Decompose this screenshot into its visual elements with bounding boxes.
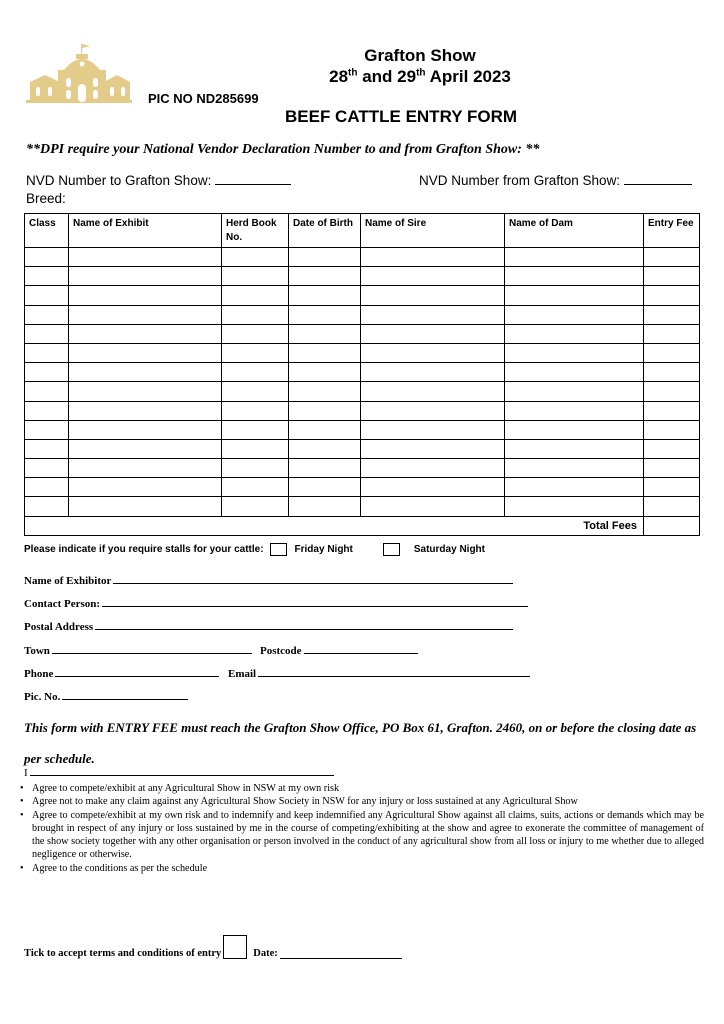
postcode-field[interactable] <box>260 643 418 657</box>
table-cell[interactable] <box>644 478 700 497</box>
date-line[interactable] <box>280 948 402 959</box>
table-cell[interactable] <box>222 420 289 439</box>
table-cell[interactable] <box>25 267 69 286</box>
nvd-to-line[interactable] <box>215 171 291 185</box>
table-cell[interactable] <box>25 478 69 497</box>
pic-no-field[interactable] <box>24 689 188 703</box>
accept-terms-label: Tick to accept terms and conditions of entry <box>24 948 222 959</box>
phone-field[interactable] <box>24 666 219 680</box>
email-line[interactable] <box>258 666 530 677</box>
table-cell[interactable] <box>25 459 69 478</box>
exhibitor-name-line[interactable] <box>113 573 513 584</box>
town-field[interactable] <box>24 643 252 657</box>
table-cell[interactable] <box>361 363 505 382</box>
table-row <box>25 305 700 324</box>
table-row <box>25 401 700 420</box>
table-row <box>25 459 700 478</box>
table-row <box>25 420 700 439</box>
nvd-from-line[interactable] <box>624 171 692 185</box>
table-cell[interactable] <box>289 286 361 305</box>
table-cell[interactable] <box>361 286 505 305</box>
table-row <box>25 267 700 286</box>
table-cell[interactable] <box>644 343 700 362</box>
table-cell[interactable] <box>289 401 361 420</box>
list-item: • Agree to compete/exhibit at my own risk and to indemnify and keep indemnified any Agricultural Show against all claims, suits, actions or demands which may be brought in respect of any injury or loss sustained by me in the course of competing/exhibiting at the show and agree to exonerate the committee of management of the show society together with any other organisation or person involved in the conduct of any agricultural show from all loss or injury to me whether due to alleged negligence or otherwise. <box>20 809 704 861</box>
table-cell[interactable] <box>69 478 222 497</box>
table-cell[interactable] <box>69 363 222 382</box>
table-cell[interactable] <box>361 401 505 420</box>
table-cell[interactable] <box>25 497 69 516</box>
contact-person-field[interactable] <box>24 596 528 610</box>
town-label: Town <box>24 645 50 657</box>
email-label: Email <box>228 668 257 680</box>
table-cell[interactable] <box>25 248 69 267</box>
table-cell[interactable] <box>289 497 361 516</box>
nvd-to-label: NVD Number to Grafton Show: <box>26 173 212 188</box>
table-cell[interactable] <box>69 286 222 305</box>
table-cell[interactable] <box>222 478 289 497</box>
table-cell[interactable] <box>25 286 69 305</box>
exhibitor-name-label: Name of Exhibitor <box>24 575 112 587</box>
table-cell[interactable] <box>222 286 289 305</box>
table-cell[interactable] <box>644 286 700 305</box>
table-cell[interactable] <box>505 363 644 382</box>
table-cell[interactable] <box>289 363 361 382</box>
table-cell[interactable] <box>289 420 361 439</box>
contact-person-line[interactable] <box>102 596 528 607</box>
table-cell[interactable] <box>644 497 700 516</box>
list-item: • Agree to the conditions as per the schedule <box>20 862 208 874</box>
table-cell[interactable] <box>289 478 361 497</box>
nvd-from-field[interactable] <box>419 171 692 188</box>
town-line[interactable] <box>52 643 252 654</box>
table-row <box>25 439 700 458</box>
postcode-label: Postcode <box>260 645 302 657</box>
table-cell[interactable] <box>361 478 505 497</box>
stalls-prompt: Please indicate if you require stalls for your cattle: <box>24 544 264 555</box>
submission-notice: This form with ENTRY FEE must reach the Grafton Show Office, PO Box 61, Grafton. 2460, on or before the closing date as per schedule. <box>24 720 697 766</box>
table-cell[interactable] <box>644 401 700 420</box>
table-cell[interactable] <box>222 459 289 478</box>
postal-address-field[interactable] <box>24 619 513 633</box>
table-cell[interactable] <box>361 267 505 286</box>
table-cell[interactable] <box>505 324 644 343</box>
table-cell[interactable] <box>289 439 361 458</box>
table-cell[interactable] <box>505 420 644 439</box>
table-cell[interactable] <box>69 497 222 516</box>
table-cell[interactable] <box>69 439 222 458</box>
form-title: BEEF CATTLE ENTRY FORM <box>285 107 518 126</box>
table-cell[interactable] <box>289 459 361 478</box>
col-herd-book: Herd Book No. <box>222 214 289 248</box>
agreement-name-line[interactable] <box>30 765 334 776</box>
table-cell[interactable] <box>69 305 222 324</box>
col-entry-fee: Entry Fee <box>644 214 700 248</box>
pic-no-line[interactable] <box>62 689 188 700</box>
table-cell[interactable] <box>505 382 644 401</box>
stalls-row <box>24 543 485 556</box>
table-cell[interactable] <box>222 382 289 401</box>
table-cell[interactable] <box>222 267 289 286</box>
agreement-name-field[interactable] <box>24 765 334 779</box>
table-cell[interactable] <box>505 459 644 478</box>
table-row <box>25 497 700 516</box>
showground-building-logo <box>26 42 132 104</box>
table-cell[interactable] <box>289 324 361 343</box>
col-date-of-birth: Date of Birth <box>289 214 361 248</box>
table-cell[interactable] <box>222 363 289 382</box>
exhibitor-name-field[interactable] <box>24 573 513 587</box>
table-cell[interactable] <box>69 267 222 286</box>
accept-terms-row <box>24 935 402 959</box>
total-fees-label: Total Fees <box>25 516 644 535</box>
friday-checkbox[interactable] <box>270 543 287 556</box>
show-dates: 28th and 29th April 2023 <box>329 67 511 86</box>
table-cell[interactable] <box>25 363 69 382</box>
table-row <box>25 363 700 382</box>
table-cell[interactable] <box>644 324 700 343</box>
contact-person-label: Contact Person: <box>24 598 101 610</box>
table-cell[interactable] <box>25 401 69 420</box>
nvd-from-label: NVD Number from Grafton Show: <box>419 173 621 188</box>
postcode-line[interactable] <box>304 643 418 654</box>
table-cell[interactable] <box>644 267 700 286</box>
table-row <box>25 382 700 401</box>
table-cell[interactable] <box>69 420 222 439</box>
saturday-checkbox[interactable] <box>383 543 400 556</box>
dpi-note: **DPI require your National Vendor Declaration Number to and from Grafton Show: ** <box>26 142 540 157</box>
table-cell[interactable] <box>289 343 361 362</box>
table-cell[interactable] <box>289 382 361 401</box>
table-cell[interactable] <box>25 382 69 401</box>
date-label: Date: <box>253 948 278 959</box>
table-cell[interactable] <box>69 248 222 267</box>
table-cell[interactable] <box>289 267 361 286</box>
table-cell[interactable] <box>505 343 644 362</box>
table-cell[interactable] <box>69 324 222 343</box>
col-class: Class <box>25 214 69 248</box>
table-cell[interactable] <box>361 497 505 516</box>
col-name-of-dam: Name of Dam <box>505 214 644 248</box>
table-cell[interactable] <box>505 248 644 267</box>
col-name-of-sire: Name of Sire <box>361 214 505 248</box>
friday-label: Friday Night <box>294 544 353 555</box>
col-name-of-exhibit: Name of Exhibit <box>69 214 222 248</box>
table-cell[interactable] <box>505 267 644 286</box>
email-field[interactable] <box>228 666 530 680</box>
table-row <box>25 343 700 362</box>
table-cell[interactable] <box>25 305 69 324</box>
table-cell[interactable] <box>222 324 289 343</box>
table-cell[interactable] <box>25 420 69 439</box>
table-cell[interactable] <box>361 439 505 458</box>
table-cell[interactable] <box>361 305 505 324</box>
table-cell[interactable] <box>69 459 222 478</box>
show-name: Grafton Show <box>364 46 476 65</box>
list-item: • Agree to compete/exhibit at any Agricultural Show in NSW at my own risk <box>20 783 340 794</box>
total-fees-cell[interactable] <box>644 516 700 535</box>
total-fees-row <box>25 516 700 535</box>
table-cell[interactable] <box>361 382 505 401</box>
postal-address-line[interactable] <box>95 619 513 630</box>
table-cell[interactable] <box>505 478 644 497</box>
phone-line[interactable] <box>55 666 219 677</box>
breed-label: Breed: <box>26 191 66 206</box>
table-cell[interactable] <box>644 382 700 401</box>
table-cell[interactable] <box>222 305 289 324</box>
nvd-to-field[interactable] <box>26 171 291 188</box>
table-row <box>25 324 700 343</box>
accept-terms-checkbox[interactable] <box>223 935 247 959</box>
agreement-name-prefix: I <box>24 767 28 779</box>
agreement-list <box>20 782 704 875</box>
table-cell[interactable] <box>505 439 644 458</box>
pic-number: PIC NO ND285699 <box>148 91 259 106</box>
table-cell[interactable] <box>361 343 505 362</box>
table-cell[interactable] <box>644 420 700 439</box>
table-cell[interactable] <box>644 305 700 324</box>
table-cell[interactable] <box>289 248 361 267</box>
table-cell[interactable] <box>222 497 289 516</box>
table-cell[interactable] <box>222 439 289 458</box>
table-cell[interactable] <box>69 343 222 362</box>
pic-no-label: Pic. No. <box>24 691 61 703</box>
table-row <box>25 478 700 497</box>
table-header-row <box>25 214 700 248</box>
table-cell[interactable] <box>25 343 69 362</box>
table-cell[interactable] <box>25 324 69 343</box>
table-cell[interactable] <box>69 382 222 401</box>
table-cell[interactable] <box>644 248 700 267</box>
table-row <box>25 286 700 305</box>
table-cell[interactable] <box>222 248 289 267</box>
table-cell[interactable] <box>505 305 644 324</box>
table-cell[interactable] <box>361 420 505 439</box>
table-cell[interactable] <box>505 497 644 516</box>
table-cell[interactable] <box>25 439 69 458</box>
list-item: • Agree not to make any claim against any Agricultural Show Society in NSW for any injury or loss sustained at any Agricultural Show <box>20 796 578 808</box>
table-cell[interactable] <box>69 401 222 420</box>
table-row <box>25 248 700 267</box>
table-cell[interactable] <box>505 401 644 420</box>
table-cell[interactable] <box>361 324 505 343</box>
table-cell[interactable] <box>361 248 505 267</box>
table-cell[interactable] <box>222 343 289 362</box>
table-cell[interactable] <box>644 459 700 478</box>
entry-table <box>24 213 700 536</box>
saturday-label: Saturday Night <box>413 544 485 555</box>
phone-label: Phone <box>24 668 54 680</box>
table-cell[interactable] <box>644 363 700 382</box>
table-cell[interactable] <box>644 439 700 458</box>
table-cell[interactable] <box>222 401 289 420</box>
table-cell[interactable] <box>289 305 361 324</box>
table-cell[interactable] <box>361 459 505 478</box>
table-cell[interactable] <box>505 286 644 305</box>
postal-address-label: Postal Address <box>24 621 94 633</box>
